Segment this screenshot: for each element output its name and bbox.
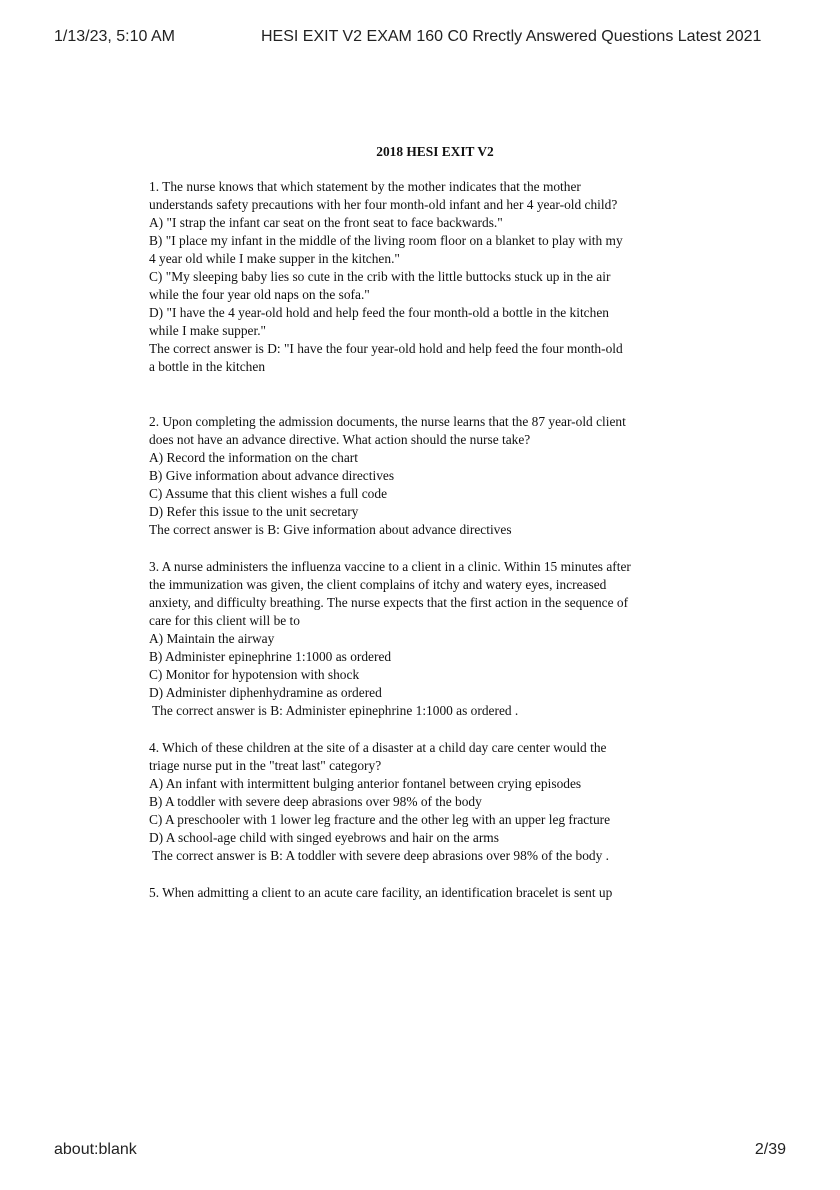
question-line: 2. Upon completing the admission documents, the nurse learns that the 87 year-old client — [149, 414, 626, 429]
print-page-title: HESI EXIT V2 EXAM 160 C0 Rrectly Answered Questions Latest 2021 — [261, 28, 762, 45]
question-line: 4. Which of these children at the site of a disaster at a child day care center would the — [149, 740, 607, 755]
answer-option: A) Maintain the airway — [149, 631, 275, 646]
answer-option: C) Monitor for hypotension with shock — [149, 667, 360, 682]
question-line: anxiety, and difficulty breathing. The nurse expects that the first action in the sequence of — [149, 595, 629, 610]
answer-option: B) "I place my infant in the middle of the living room floor on a blanket to play with my — [149, 233, 623, 248]
answer-option: C) Assume that this client wishes a full code — [149, 486, 388, 501]
print-url: about:blank — [54, 1141, 137, 1158]
answer-option: C) "My sleeping baby lies so cute in the crib with the little buttocks stuck up in the air — [149, 269, 611, 284]
print-header — [54, 28, 786, 50]
question-line: care for this client will be to — [149, 613, 300, 628]
answer-option: B) Give information about advance directives — [149, 468, 395, 483]
answer-option: A) Record the information on the chart — [149, 450, 358, 465]
correct-answer: The correct answer is B: A toddler with severe deep abrasions over 98% of the body . — [152, 848, 610, 863]
page-number: 2/39 — [754, 1141, 786, 1158]
question-line: the immunization was given, the client complains of itchy and watery eyes, increased — [149, 577, 607, 592]
question-line: triage nurse put in the "treat last" category? — [149, 758, 382, 773]
question-line: 1. The nurse knows that which statement by the mother indicates that the mother — [149, 179, 581, 194]
question-line: understands safety precautions with her four month-old infant and her 4 year-old child? — [149, 197, 618, 212]
correct-answer: The correct answer is B: Administer epinephrine 1:1000 as ordered . — [152, 703, 519, 718]
question-line: 5. When admitting a client to an acute care facility, an identification bracelet is sent up — [149, 885, 613, 900]
answer-option: B) A toddler with severe deep abrasions over 98% of the body — [149, 794, 482, 809]
question-5 — [149, 884, 709, 902]
answer-option: while the four year old naps on the sofa." — [149, 287, 370, 302]
print-datetime: 1/13/23, 5:10 AM — [54, 28, 175, 45]
question-line: does not have an advance directive. What action should the nurse take? — [149, 432, 531, 447]
question-line: 3. A nurse administers the influenza vaccine to a client in a clinic. Within 15 minutes after — [149, 559, 631, 574]
answer-option: D) Administer diphenhydramine as ordered — [149, 685, 382, 700]
answer-option: A) "I strap the infant car seat on the front seat to face backwards." — [149, 215, 503, 230]
correct-answer: The correct answer is B: Give information about advance directives — [149, 522, 512, 537]
question-3 — [149, 558, 709, 720]
question-2 — [149, 413, 709, 539]
print-footer — [54, 1141, 786, 1163]
correct-answer: a bottle in the kitchen — [149, 359, 266, 374]
answer-option: 4 year old while I make supper in the kitchen." — [149, 251, 400, 266]
answer-option: A) An infant with intermittent bulging anterior fontanel between crying episodes — [149, 776, 582, 791]
answer-option: while I make supper." — [149, 323, 267, 338]
correct-answer: The correct answer is D: "I have the four year-old hold and help feed the four month-old — [149, 341, 623, 356]
question-4 — [149, 739, 709, 865]
answer-option: D) Refer this issue to the unit secretary — [149, 504, 359, 519]
answer-option: C) A preschooler with 1 lower leg fracture and the other leg with an upper leg fracture — [149, 812, 611, 827]
answer-option: D) "I have the 4 year-old hold and help feed the four month-old a bottle in the kitchen — [149, 305, 609, 320]
document-title: 2018 HESI EXIT V2 — [376, 144, 494, 159]
answer-option: B) Administer epinephrine 1:1000 as ordered — [149, 649, 392, 664]
answer-option: D) A school-age child with singed eyebrows and hair on the arms — [149, 830, 499, 845]
document-body — [149, 143, 709, 902]
question-1 — [149, 178, 709, 376]
